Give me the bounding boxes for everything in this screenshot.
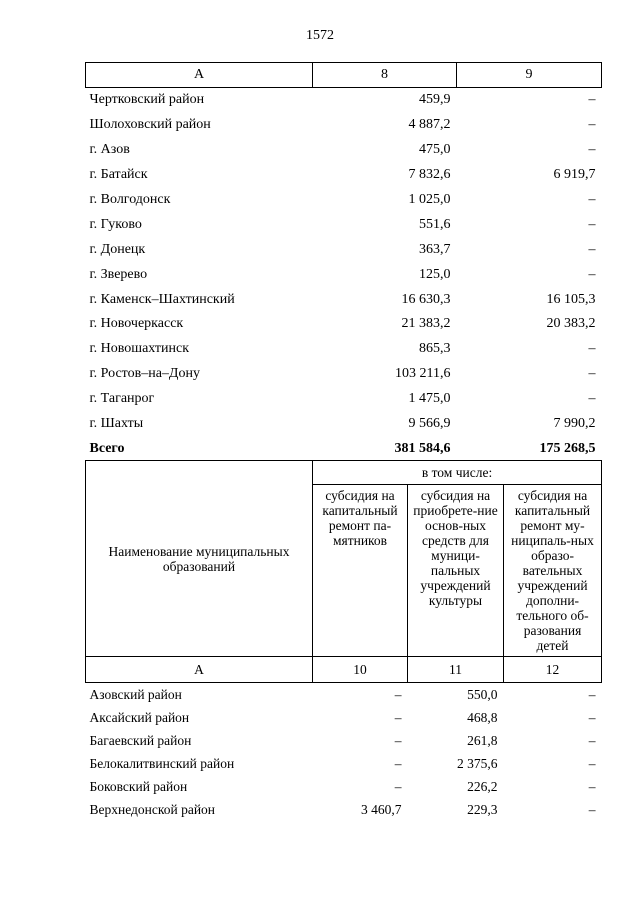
municipality-name: г. Таганрог (89, 391, 155, 407)
value-col-8: 16 630,3 (401, 291, 451, 307)
table1-header-row (86, 63, 602, 88)
value-col-9: – (588, 266, 596, 282)
table-row (86, 287, 602, 312)
value-col-8: 7 832,6 (408, 167, 451, 183)
municipality-name: г. Батайск (89, 167, 148, 183)
value-col-9: 7 990,2 (553, 416, 596, 432)
total-col-9: 175 268,5 (539, 440, 596, 456)
value-col-12: – (588, 802, 596, 818)
column-12-header: субсидия на капитальный ремонт му-ниципаль-ных образо-вательных учреждений дополни-тельного об-разования детей (504, 485, 602, 657)
total-label: Всего (89, 440, 125, 456)
table-row (86, 312, 602, 337)
value-col-10: – (394, 778, 402, 794)
value-col-8: 9 566,9 (408, 416, 451, 432)
municipality-name: Белокалитвинский район (89, 755, 235, 771)
value-col-11: 2 375,6 (457, 755, 498, 771)
value-col-10: 3 460,7 (361, 802, 402, 818)
table-row (86, 706, 602, 729)
value-col-9: – (588, 241, 596, 257)
value-col-9: 6 919,7 (553, 167, 596, 183)
municipality-name: г. Зверево (89, 266, 148, 282)
value-col-12: – (588, 778, 596, 794)
table-row (86, 138, 602, 163)
table-row (86, 412, 602, 437)
column-letter-11: 11 (408, 657, 504, 683)
table-row (86, 362, 602, 387)
table-row (86, 729, 602, 752)
table-row (86, 188, 602, 213)
table-row (86, 752, 602, 775)
table-row (86, 798, 602, 821)
municipality-name: Шолоховский район (89, 117, 211, 133)
budget-table-columns-8-9 (85, 62, 602, 461)
value-col-11: 261,8 (467, 732, 498, 748)
column-letter-10: 10 (313, 657, 408, 683)
value-col-9: – (588, 391, 596, 407)
table-row (86, 775, 602, 798)
municipality-name: г. Каменск–Шахтинский (89, 291, 235, 307)
municipal-name-header: Наименование муниципальных образований (86, 461, 313, 657)
value-col-11: 468,8 (467, 709, 498, 725)
value-col-12: – (588, 755, 596, 771)
value-col-8: 4 887,2 (408, 117, 451, 133)
value-col-9: – (588, 366, 596, 382)
column-letter-a: А (86, 657, 313, 683)
municipality-name: Аксайский район (89, 709, 190, 725)
table-row (86, 387, 602, 412)
value-col-9: – (588, 117, 596, 133)
value-col-11: 229,3 (467, 802, 498, 818)
value-col-8: 363,7 (419, 241, 451, 257)
total-row (86, 436, 602, 461)
municipality-name: Багаевский район (89, 732, 192, 748)
value-col-8: 21 383,2 (401, 316, 451, 332)
value-col-9: – (588, 341, 596, 357)
value-col-8: 459,9 (419, 92, 451, 108)
table-row (86, 683, 602, 707)
value-col-12: – (588, 732, 596, 748)
table-row (86, 237, 602, 262)
municipality-name: г. Волгодонск (89, 192, 171, 207)
value-col-12: – (588, 686, 596, 702)
table-row (86, 337, 602, 362)
value-col-10: – (394, 686, 402, 702)
municipality-name: г. Донецк (89, 241, 146, 257)
municipality-name: г. Новочеркасск (89, 316, 184, 332)
municipality-name: г. Гуково (89, 216, 142, 232)
table-row (86, 113, 602, 138)
column-header-9: 9 (457, 63, 602, 88)
table-row (86, 262, 602, 287)
value-col-8: 551,6 (419, 216, 451, 232)
municipality-name: Боковский район (89, 778, 188, 794)
value-col-8: 125,0 (419, 266, 451, 282)
municipality-name: Чертковский район (89, 92, 205, 108)
municipality-name: Верхнедонской район (89, 802, 216, 818)
value-col-8: 865,3 (419, 341, 451, 357)
municipality-name: г. Ростов–на–Дону (89, 366, 200, 382)
value-col-9: – (588, 142, 596, 158)
value-col-9: – (588, 192, 596, 207)
value-col-8: 103 211,6 (395, 366, 451, 382)
value-col-10: – (394, 755, 402, 771)
table-row (86, 163, 602, 188)
value-col-9: 20 383,2 (546, 316, 596, 332)
value-col-10: – (394, 709, 402, 725)
page-number: 1572 (306, 28, 334, 43)
municipality-name: г. Новошахтинск (89, 341, 190, 357)
value-col-11: 550,0 (467, 686, 498, 702)
budget-table-columns-10-12 (85, 460, 602, 822)
value-col-12: – (588, 709, 596, 725)
value-col-10: – (394, 732, 402, 748)
value-col-9: – (588, 216, 596, 232)
table-row (86, 212, 602, 237)
column-letter-12: 12 (504, 657, 602, 683)
total-col-8: 381 584,6 (394, 440, 451, 456)
value-col-8: 475,0 (419, 142, 451, 158)
value-col-8: 1 025,0 (408, 192, 451, 207)
column-11-header: субсидия на приобрете-ние основ-ных средств для муници-пальных учреждений культуры (408, 485, 504, 657)
including-header: в том числе: (313, 461, 602, 485)
value-col-9: 16 105,3 (546, 291, 596, 307)
column-header-a: А (86, 63, 313, 88)
value-col-9: – (588, 92, 596, 108)
municipality-name: Азовский район (89, 686, 182, 702)
municipality-name: г. Азов (89, 142, 130, 158)
municipality-name: г. Шахты (89, 416, 144, 432)
column-header-8: 8 (313, 63, 457, 88)
value-col-8: 1 475,0 (408, 391, 451, 407)
column-10-header: субсидия на капитальный ремонт па-мятников (313, 485, 408, 657)
table-row (86, 88, 602, 113)
value-col-11: 226,2 (467, 778, 498, 794)
